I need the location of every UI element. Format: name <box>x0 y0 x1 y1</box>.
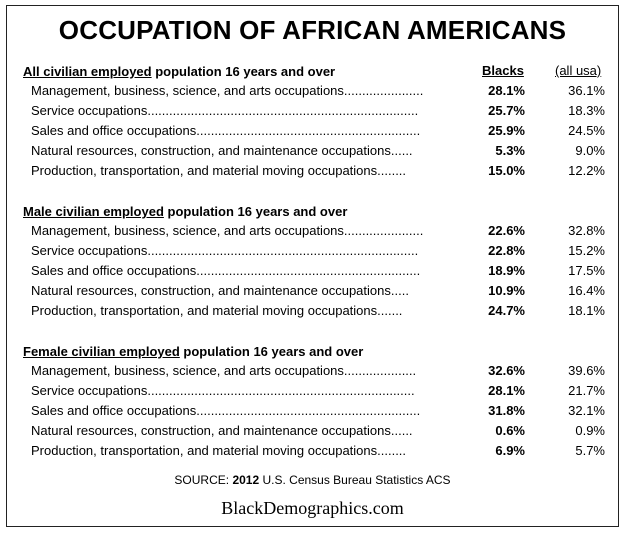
row-blacks-value: 22.8% <box>488 243 525 258</box>
row-usa-value: 12.2% <box>568 163 605 178</box>
table-row <box>23 121 613 141</box>
row-label: Management, business, science, and arts occupations...................... <box>31 83 424 98</box>
row-label: Sales and office occupations.............................................................. <box>31 123 421 138</box>
row-usa-value: 21.7% <box>568 383 605 398</box>
source-year: 2012 <box>232 473 260 487</box>
row-usa-value: 15.2% <box>568 243 605 258</box>
row-usa-value: 32.1% <box>568 403 605 418</box>
row-usa-value: 36.1% <box>568 83 605 98</box>
row-blacks-value: 5.3% <box>495 143 525 158</box>
section-header <box>23 62 613 81</box>
row-blacks-value: 0.6% <box>495 423 525 438</box>
table-row <box>23 161 613 181</box>
table-row <box>23 301 613 321</box>
section-all-civilian <box>23 62 613 181</box>
row-usa-value: 32.8% <box>568 223 605 238</box>
row-blacks-value: 31.8% <box>488 403 525 418</box>
table-row <box>23 421 613 441</box>
column-header-all-usa: (all usa) <box>555 63 602 78</box>
section-header <box>23 202 613 221</box>
row-usa-value: 5.7% <box>575 443 605 458</box>
table-row <box>23 81 613 101</box>
row-label: Service occupations........................................................................... <box>31 243 419 258</box>
section-header <box>23 342 613 361</box>
table-row <box>23 441 613 461</box>
table-row <box>23 141 613 161</box>
row-usa-value: 0.9% <box>575 423 605 438</box>
row-label: Management, business, science, and arts occupations.................... <box>31 363 417 378</box>
section-female-civilian <box>23 342 613 461</box>
table-row <box>23 401 613 421</box>
row-blacks-value: 6.9% <box>495 443 525 458</box>
section-header-underlined: Male civilian employed <box>23 204 164 219</box>
row-label: Service occupations........................................................................... <box>31 103 419 118</box>
row-blacks-value: 24.7% <box>488 303 525 318</box>
row-blacks-value: 15.0% <box>488 163 525 178</box>
row-label: Natural resources, construction, and maintenance occupations..... <box>31 283 409 298</box>
row-usa-value: 17.5% <box>568 263 605 278</box>
table-row <box>23 101 613 121</box>
row-blacks-value: 22.6% <box>488 223 525 238</box>
row-blacks-value: 28.1% <box>488 83 525 98</box>
row-usa-value: 16.4% <box>568 283 605 298</box>
row-label: Natural resources, construction, and maintenance occupations...... <box>31 143 413 158</box>
page-title: OCCUPATION OF AFRICAN AMERICANS <box>58 15 567 45</box>
section-header-rest: population 16 years and over <box>163 204 348 219</box>
row-label: Natural resources, construction, and maintenance occupations...... <box>31 423 413 438</box>
table-row <box>23 221 613 241</box>
row-blacks-value: 25.7% <box>488 103 525 118</box>
source-prefix: SOURCE: <box>174 473 233 487</box>
row-label: Production, transportation, and material moving occupations........ <box>31 163 407 178</box>
table-row <box>23 361 613 381</box>
row-usa-value: 18.1% <box>568 303 605 318</box>
column-header-blacks: Blacks <box>482 63 524 78</box>
row-label: Production, transportation, and material moving occupations........ <box>31 443 407 458</box>
table-frame <box>6 5 619 527</box>
row-usa-value: 24.5% <box>568 123 605 138</box>
row-blacks-value: 32.6% <box>488 363 525 378</box>
row-label: Management, business, science, and arts occupations...................... <box>31 223 424 238</box>
table-row <box>23 261 613 281</box>
section-header-rest: population 16 years and over <box>179 344 364 359</box>
row-label: Production, transportation, and material moving occupations....... <box>31 303 403 318</box>
row-label: Service occupations.......................................................................... <box>31 383 415 398</box>
source-note <box>7 473 618 487</box>
table-row <box>23 381 613 401</box>
section-male-civilian <box>23 202 613 321</box>
row-blacks-value: 18.9% <box>488 263 525 278</box>
row-blacks-value: 25.9% <box>488 123 525 138</box>
row-usa-value: 9.0% <box>575 143 605 158</box>
row-usa-value: 39.6% <box>568 363 605 378</box>
source-rest: U.S. Census Bureau Statistics ACS <box>259 473 451 487</box>
section-header-underlined: All civilian employed <box>23 64 152 79</box>
table-row <box>23 241 613 261</box>
row-blacks-value: 10.9% <box>488 283 525 298</box>
website-credit: BlackDemographics.com <box>221 498 404 518</box>
section-header-rest: population 16 years and over <box>151 64 336 79</box>
row-label: Sales and office occupations.............................................................. <box>31 403 421 418</box>
row-blacks-value: 28.1% <box>488 383 525 398</box>
row-label: Sales and office occupations.............................................................. <box>31 263 421 278</box>
row-usa-value: 18.3% <box>568 103 605 118</box>
section-header-underlined: Female civilian employed <box>23 344 180 359</box>
table-row <box>23 281 613 301</box>
